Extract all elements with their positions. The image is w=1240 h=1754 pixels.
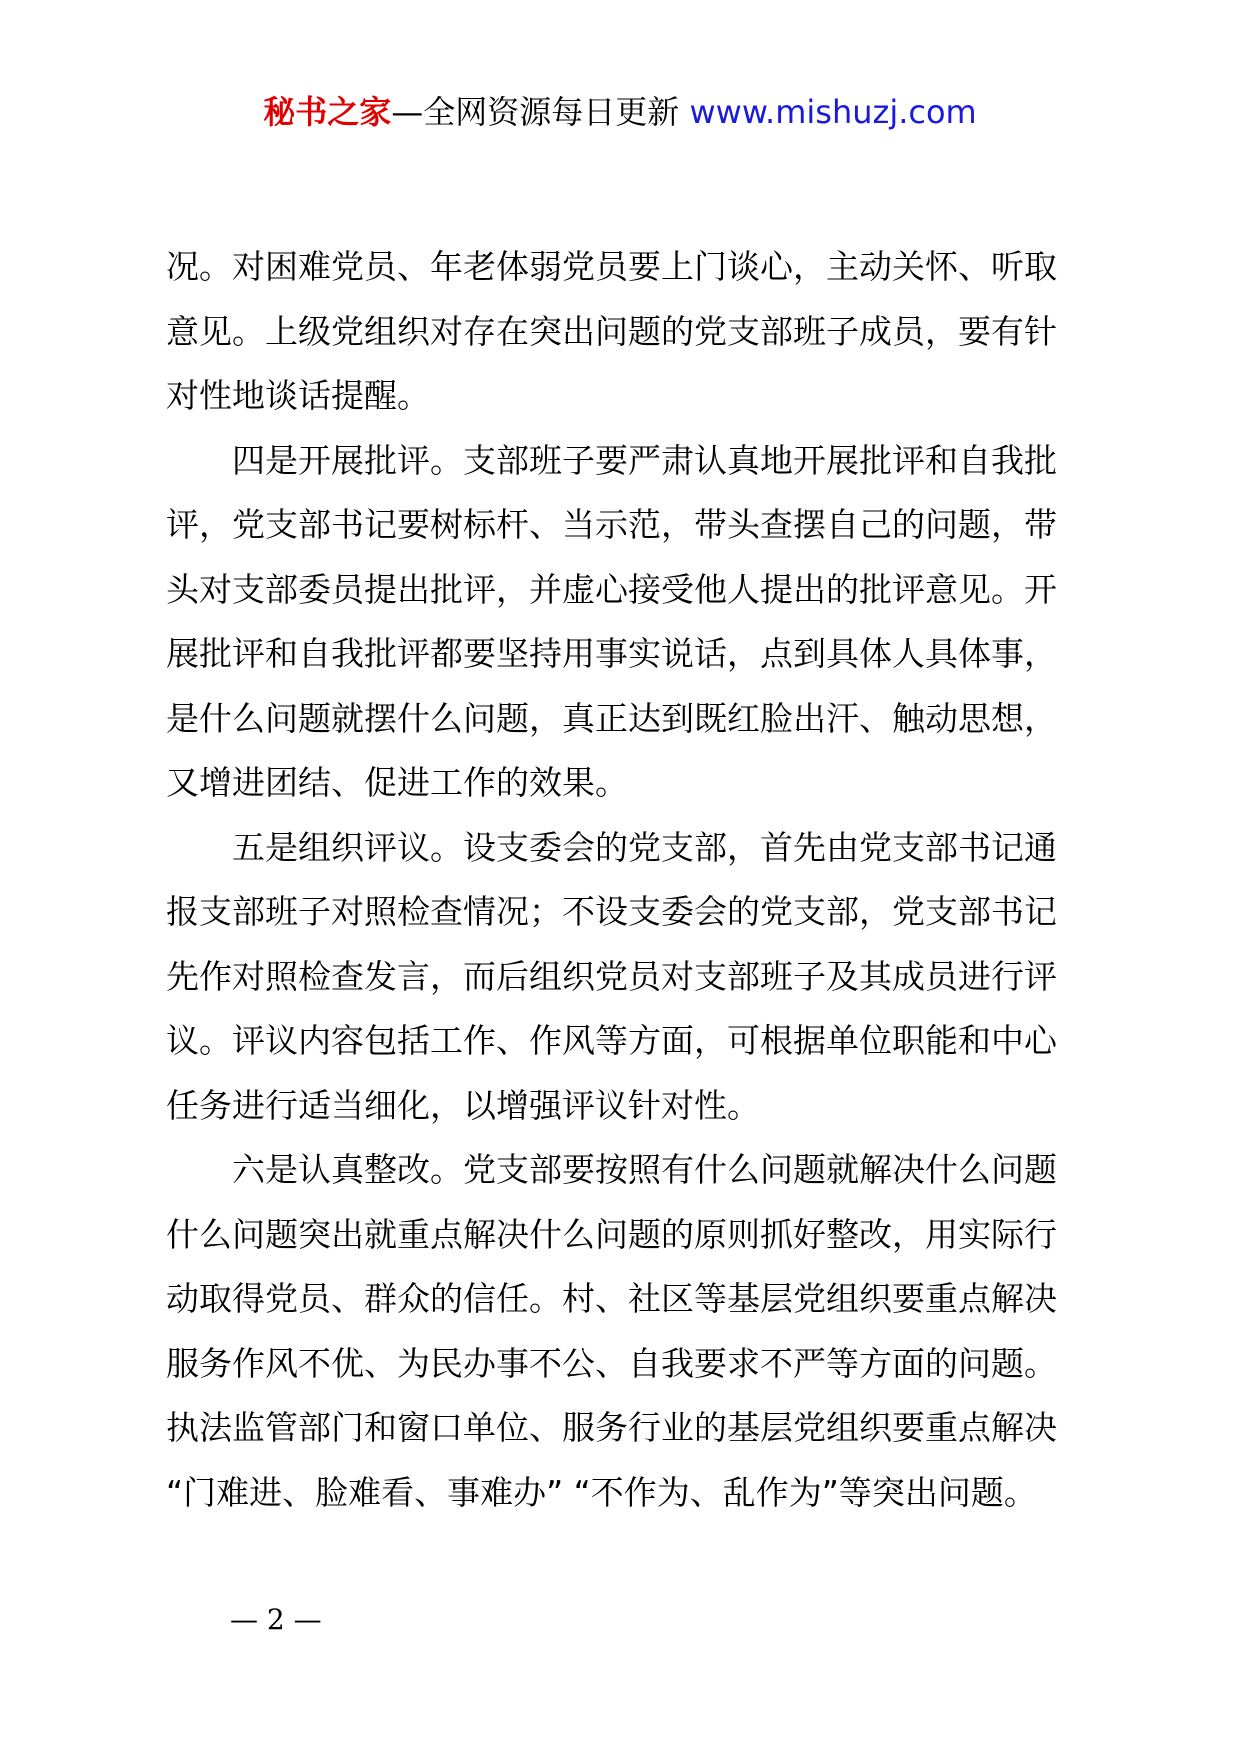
body-line: 头对支部委员提出批评，并虚心接受他人提出的批评意见。开 — [166, 569, 1057, 609]
body-line: 展批评和自我批评都要坚持用事实说话，点到具体人具体事， — [166, 634, 1057, 673]
paragraph-start-line: 六是认真整改。党支部要按照有什么问题就解决什么问题 — [232, 1150, 1057, 1189]
body-line: 什么问题突出就重点解决什么问题的原则抓好整改，用实际行 — [166, 1214, 1057, 1254]
page-number: — 2 — — [230, 1603, 322, 1636]
body-line: 先作对照检查发言，而后组织党员对支部班子及其成员进行评 — [166, 956, 1057, 996]
body-line: 意见。上级党组织对存在突出问题的党支部班子成员，要有针 — [166, 311, 1057, 351]
body-line: 任务进行适当细化，以增强评议针对性。 — [166, 1085, 760, 1125]
body-line: 对性地谈话提醒。 — [166, 376, 430, 415]
body-line: 服务作风不优、为民办事不公、自我要求不严等方面的问题。 — [166, 1343, 1057, 1383]
body-line: 报支部班子对照检查情况；不设支委会的党支部，党支部书记 — [166, 892, 1057, 931]
body-line: 动取得党员、群众的信任。村、社区等基层党组织要重点解决 — [166, 1279, 1057, 1318]
site-url[interactable]: www.mishuzj.com — [689, 93, 977, 131]
paragraph-start-line: 四是开展批评。支部班子要严肃认真地开展批评和自我批 — [232, 440, 1057, 480]
body-line: 议。评议内容包括工作、作风等方面，可根据单位职能和中心 — [166, 1021, 1057, 1060]
site-header — [0, 88, 1240, 136]
body-line: 又增进团结、促进工作的效果。 — [166, 763, 628, 802]
paragraph-start-line: 五是组织评议。设支委会的党支部，首先由党支部书记通 — [232, 827, 1057, 867]
body-line: “门难进、脸难看、事难办” “不作为、乱作为”等突出问题。 — [166, 1472, 1037, 1512]
body-line: 评，党支部书记要树标杆、当示范，带头查摆自己的问题，带 — [166, 505, 1057, 544]
brand-name: 秘书之家 — [263, 93, 392, 131]
document-body — [166, 235, 1086, 1525]
body-line: 是什么问题就摆什么问题，真正达到既红脸出汗、触动思想， — [166, 698, 1057, 738]
body-line: 执法监管部门和窗口单位、服务行业的基层党组织要重点解决 — [166, 1408, 1057, 1447]
body-line: 况。对困难党员、年老体弱党员要上门谈心，主动关怀、听取 — [166, 247, 1057, 286]
header-tagline: —全网资源每日更新 — [391, 93, 690, 131]
